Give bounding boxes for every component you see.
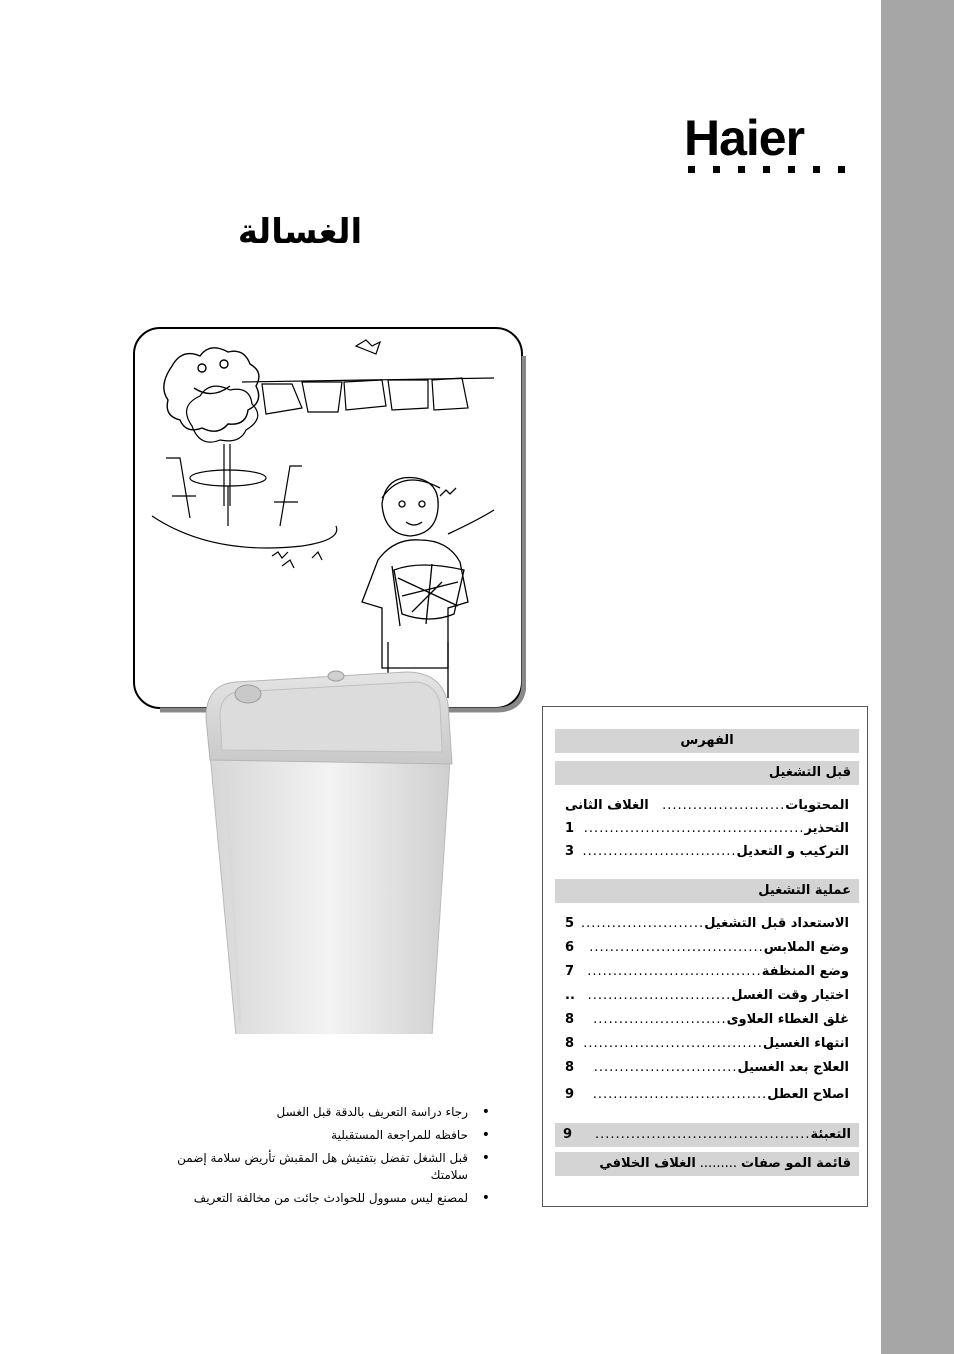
notice-item: • قبل الشغل تفضل بتفتيش هل المقبش تأريض سلامة إضمن سلامتك xyxy=(140,1150,468,1184)
toc-item[interactable]: العلاج بعد الغسيل ............................ 8 xyxy=(565,1060,849,1075)
toc-item[interactable]: اختيار وقت الغسل ............................ .. xyxy=(565,988,849,1003)
toc-item[interactable]: التحذير ........................................... 1 xyxy=(565,821,849,836)
brand-wordmark: Haier xyxy=(684,110,805,166)
notice-item: • رجاء دراسة التعريف بالدقة قبل الغسل xyxy=(140,1104,468,1121)
side-band xyxy=(881,0,954,1354)
toc-item[interactable]: الاستعداد قبل التشغيل ........................ 5 xyxy=(565,916,849,931)
toc-item[interactable]: انتهاء الغسيل ................................... 8 xyxy=(565,1036,849,1051)
toc-packing[interactable]: التعبئة .......................................... 9 xyxy=(555,1123,859,1147)
toc-section-before-operation: قبل التشغيل xyxy=(555,761,859,785)
toc-item[interactable]: وضع الملابس .................................. 6 xyxy=(565,940,849,955)
brand-dots xyxy=(688,166,854,173)
toc-item[interactable]: وضع المنظفة .................................. 7 xyxy=(565,964,849,979)
toc-item[interactable]: التركيب و التعديل .............................. 3 xyxy=(565,844,849,859)
toc-section-operation: عملية التشغيل xyxy=(555,879,859,903)
brand-logo xyxy=(684,112,854,173)
toc-heading: الفهرس xyxy=(555,729,859,753)
table-of-contents xyxy=(542,706,868,1207)
page-title: الغسالة xyxy=(237,212,363,252)
notice-item: • لمصنع ليس مسوول للحوادث جائت من مخالفة التعريف xyxy=(140,1190,468,1207)
toc-specs[interactable]: قائمة المو صفات ......... الغلاف الخلافي xyxy=(555,1152,859,1176)
notice-list xyxy=(140,1104,490,1213)
notice-item: • حافظه للمراجعة المستقبلية xyxy=(140,1127,468,1144)
toc-item[interactable]: اصلاح العطل .................................. 9 xyxy=(565,1087,849,1102)
toc-item[interactable]: غلق الغطاء العلاوى .......................... 8 xyxy=(565,1012,849,1027)
toc-item[interactable]: المحتويات ........................ الغلاف الثانى xyxy=(565,798,849,813)
laundry-illustration xyxy=(132,326,526,718)
washing-machine-image xyxy=(196,664,460,1034)
